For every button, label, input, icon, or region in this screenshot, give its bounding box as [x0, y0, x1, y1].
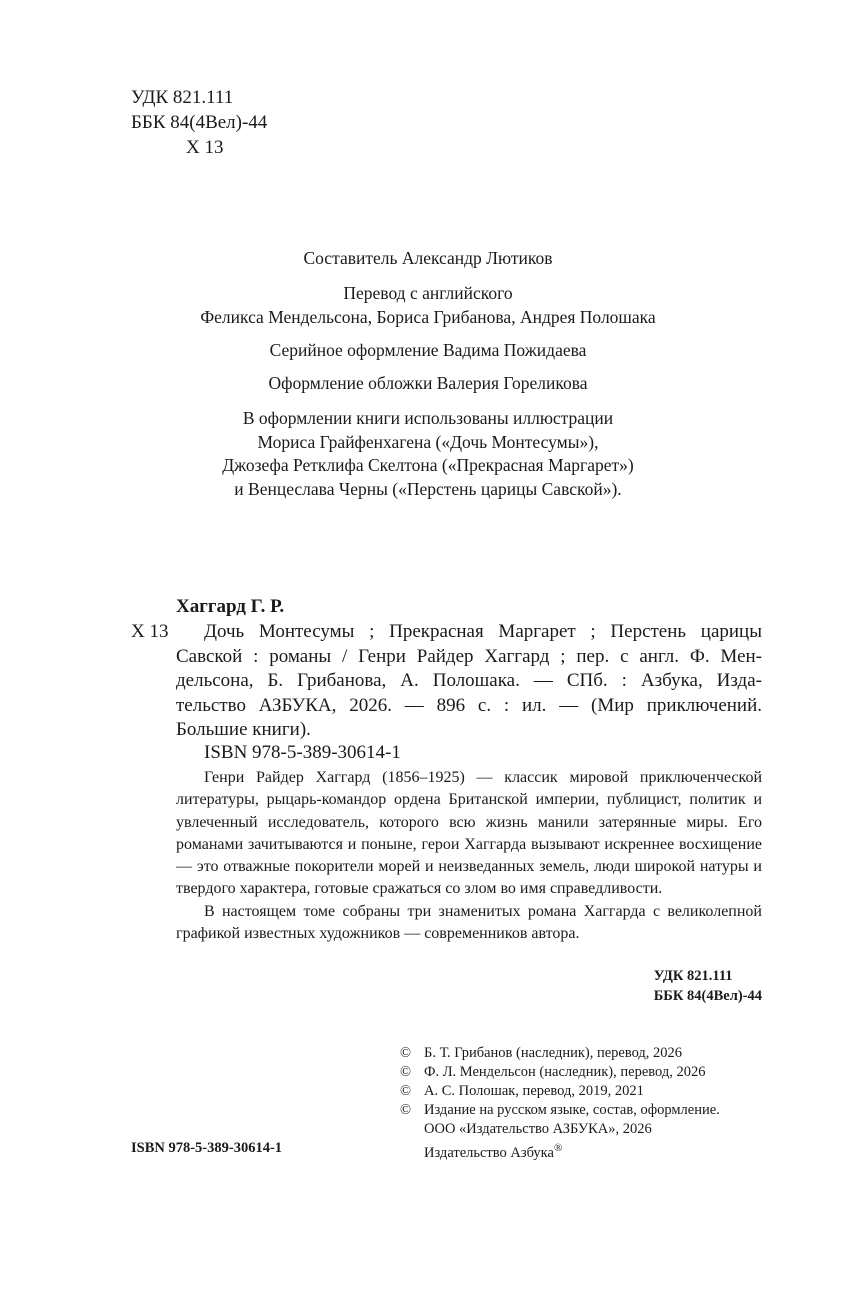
illustrations-line: Мориса Грайфенхагена («Дочь Монтесумы»),: [257, 431, 599, 452]
copyright-continuation: ООО «Издательство АЗБУКА», 2026: [424, 1121, 652, 1137]
bib-record-first: [204, 620, 762, 645]
bib-line: Большие книги).: [176, 719, 311, 740]
copyright-line: © А. С. Полошак, перевод, 2019, 2021: [400, 1083, 644, 1099]
udk-code: УДК 821.111: [131, 87, 234, 108]
illustrations-credit: [100, 407, 756, 501]
translators-line: Феликса Мендельсона, Бориса Грибанова, Андрея Полошака: [200, 306, 656, 327]
bib-line: тельство АЗБУКА, 2026. — 896 с. : ил. — (Мир приключений.: [176, 694, 762, 716]
author-mark: Х 13: [186, 137, 224, 158]
bib-line: Савской : романы / Генри Райдер Хаггард ; пер. с англ. Ф. Мен-: [176, 645, 762, 667]
cover-design-credit: [100, 372, 756, 396]
annotation-paragraph: В настоящем томе собраны три знаменитых романа Хаггарда с великолепной графикой известных художников — современников автора.: [176, 902, 762, 943]
translation-line: Перевод с английского: [343, 283, 513, 303]
translation-credit: [100, 282, 756, 329]
udk-code-small: УДК 821.111: [653, 968, 733, 984]
series-design-credit: [100, 339, 756, 363]
compiler-credit: Составитель Александр Лютиков: [303, 248, 553, 268]
illustrations-line: Джозефа Ретклифа Скелтона («Прекрасная Маргарет»): [222, 455, 634, 475]
copyright-icon: ©: [400, 1064, 412, 1080]
cover-design-line: Оформление обложки Валерия Гореликова: [268, 373, 588, 393]
bib-code: Х 13: [131, 621, 169, 642]
copyright-line: © Б. Т. Грибанов (наследник), перевод, 2026: [400, 1045, 683, 1061]
codes-right: [654, 966, 762, 1006]
bib-author: Хаггард Г. Р.: [176, 596, 285, 617]
illustrations-line: и Венцеслава Черны («Перстень царицы Савской»).: [234, 478, 622, 499]
copyright-block: [400, 1044, 770, 1163]
illustrations-line: В оформлении книги использованы иллюстрации: [242, 408, 614, 428]
bbk-code: ББК 84(4Вел)-44: [131, 112, 268, 133]
isbn-bottom: ISBN 978-5-389-30614-1: [131, 1140, 283, 1156]
series-design-line: Серийное оформление Вадима Пожидаева: [269, 340, 587, 360]
copyright-continuation: Издательство Азбука®: [424, 1142, 563, 1161]
copyright-icon: ©: [400, 1083, 412, 1099]
credits-block: [100, 247, 756, 271]
copyright-line: © Ф. Л. Мендельсон (наследник), перевод, 2026: [400, 1064, 706, 1080]
copyright-icon: ©: [400, 1102, 412, 1118]
annotation: [176, 767, 762, 945]
copyright-icon: ©: [400, 1045, 412, 1061]
bbk-code-small: ББК 84(4Вел)-44: [653, 988, 762, 1004]
bib-line: Дочь Монтесумы ; Прекрасная Маргарет ; Перстень царицы: [204, 621, 762, 642]
bib-record: [176, 645, 762, 743]
annotation-paragraph: Генри Райдер Хаггард (1856–1925) — классик мировой приключенческой литературы, рыцарь-командор ордена Британской империи, публицист, политик и увлеченный исследователь, которого всю жизнь манили затерянные миры. Его романами зачитываются и поныне, герои Хаггарда вызывают искреннее восхищение — это отважные покорители морей и неизведанных земель, люди широкой натуры и твердого характера, готовые сражаться со злом во имя справедливости.: [176, 769, 762, 898]
isbn-main: ISBN 978-5-389-30614-1: [204, 742, 401, 763]
copyright-line: © Издание на русском языке, состав, оформление.: [400, 1102, 720, 1118]
bib-line: дельсона, Б. Грибанова, А. Полошака. — СПб. : Азбука, Изда-: [176, 670, 762, 691]
registered-icon: ®: [553, 1142, 563, 1154]
